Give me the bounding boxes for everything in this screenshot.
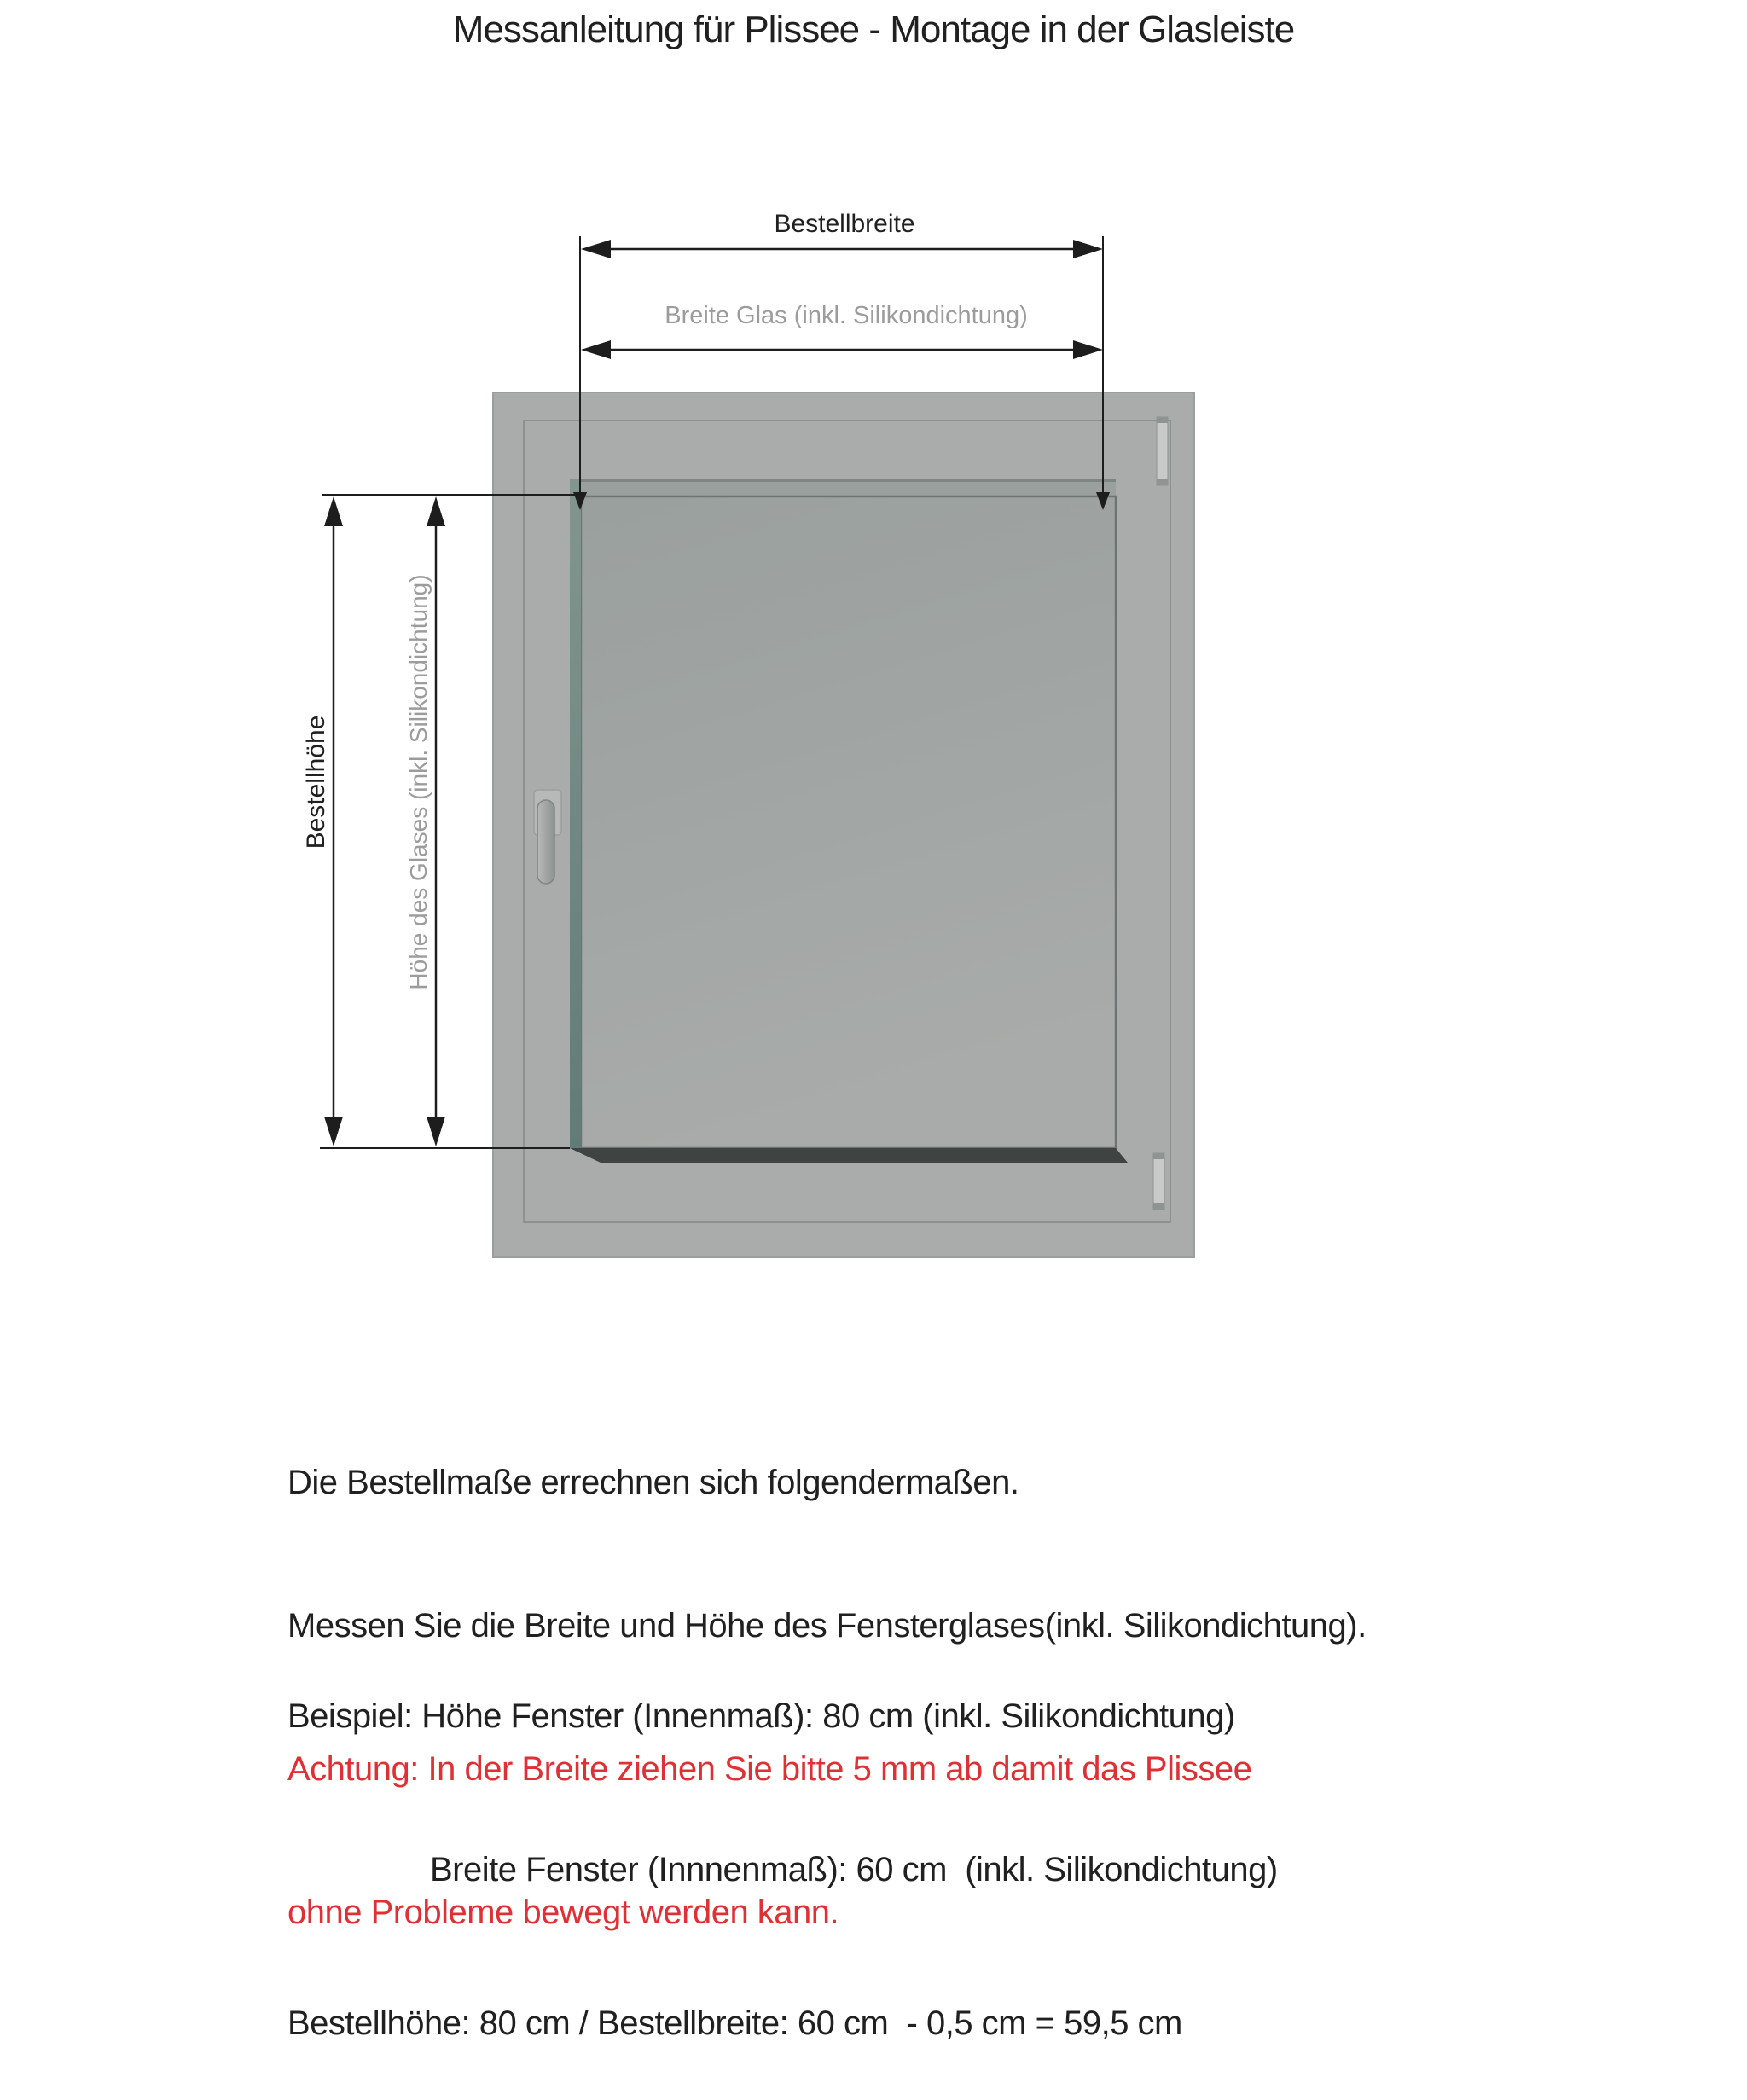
height-dimension-glass — [405, 496, 445, 1146]
hinge-top — [1157, 417, 1168, 485]
warning-line: Achtung: In der Breite ziehen Sie bitte 5 mm ab damit das Plissee — [287, 1750, 1252, 1788]
arrowhead-up-icon — [324, 496, 343, 526]
arrowhead-up-icon — [427, 496, 445, 526]
glass-bottom-strip — [570, 1148, 1128, 1163]
arrowhead-left-icon — [581, 240, 611, 258]
arrowhead-right-icon — [1073, 240, 1103, 258]
instruction-line: Messen Sie die Breite und Höhe des Fensterglases(inkl. Silikondichtung). — [287, 1607, 1367, 1645]
glass-left-edge — [570, 479, 581, 1148]
example-text-block — [287, 1588, 1278, 2100]
example-line: Breite Fenster (Innnenmaß): 60 cm (inkl. Silikondichtung) — [430, 1851, 1278, 1888]
instruction-line: Die Bestellmaße errechnen sich folgendermaßen. — [287, 1464, 1019, 1501]
arrowhead-down-icon — [324, 1117, 343, 1146]
arrowhead-left-icon — [581, 340, 611, 359]
glass-height-label: Höhe des Glases (inkl. Silikondichtung) — [405, 574, 432, 990]
width-dimension-glass — [581, 302, 1103, 359]
hinge-bottom — [1153, 1153, 1164, 1210]
glass-top-strip-edge — [570, 479, 1116, 482]
arrowhead-down-icon — [427, 1117, 445, 1146]
warning-line: ohne Probleme bewegt werden kann. — [287, 1894, 839, 1931]
window-handle-lever — [537, 800, 554, 884]
arrowhead-right-icon — [1073, 340, 1103, 359]
page-title: Messanleitung für Plissee - Montage in der Glasleiste — [452, 9, 1295, 50]
example-line: Bestellhöhe: 80 cm / Bestellbreite: 60 cm - 0,5 cm = 59,5 cm — [287, 2004, 1182, 2042]
order-width-label: Bestellbreite — [774, 210, 915, 238]
glass-pane — [581, 496, 1116, 1148]
order-height-label: Bestellhöhe — [302, 715, 330, 850]
window-illustration — [493, 392, 1194, 1257]
glass-width-label: Breite Glas (inkl. Silikondichtung) — [665, 302, 1028, 329]
example-line: Beispiel: Höhe Fenster (Innenmaß): 80 cm (inkl. Silikondichtung) — [287, 1697, 1235, 1735]
